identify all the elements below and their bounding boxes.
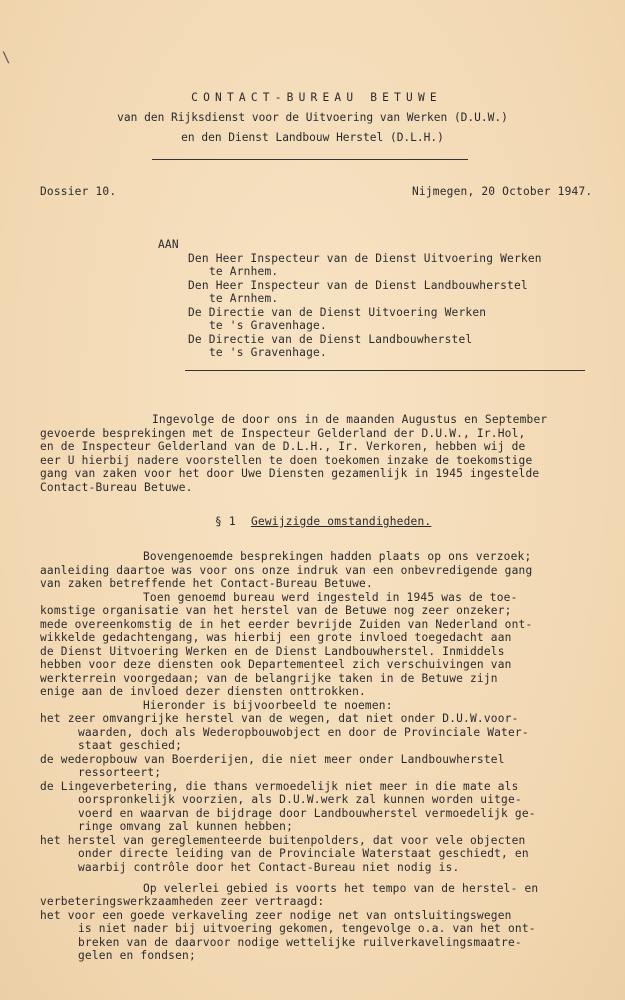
body-line: het zeer omvangrijke herstel van de wegen, dat niet onder D.U.W.voor- [40,712,519,725]
body-line: waarbij contrôle door het Contact-Bureau niet nodig is. [78,861,460,874]
address-line: De Directie van de Dienst Landbouwherstel [188,333,473,346]
letterhead-line-3: en den Dienst Landbouw Herstel (D.L.H.) [181,131,444,144]
intro-line: Contact-Bureau Betuwe. [40,481,193,494]
address-line: te 's Gravenhage. [209,319,327,332]
body-line: Hieronder is bijvoorbeeld te noemen: [143,699,393,712]
address-line: Den Heer Inspecteur van de Dienst Uitvoering Werken [188,252,542,265]
header-rule [152,159,468,160]
body-line: onder directe leiding van de Provinciale Waterstaat geschiedt, en [78,847,529,860]
dossier-number: Dossier 10. [40,185,117,198]
body-line: is niet nader bij uitvoering gekomen, tengevolge o.a. van het ont- [78,922,536,935]
body-line: verbeteringswerkzaamheden zeer vertraagd: [40,895,325,908]
intro-line: gang van zaken voor het door Uwe Diensten gezamenlijk in 1945 ingestelde [40,467,540,480]
section-title: Gewijzigde omstandigheden. [251,515,432,528]
body-line: waarden, doch als Wederopbouwobject en door de Provinciale Water- [78,726,529,739]
address-aan: AAN [158,238,179,251]
intro-line: Ingevolge de door ons in de maanden Augustus en September [152,413,548,426]
body-line: Bovengenoemde besprekingen hadden plaats op ons verzoek; [143,550,532,563]
body-line: voerd en waarvan de bijdrage door Landbouwherstel vermoedelijk ge- [78,807,536,820]
address-rule [185,370,585,371]
body-line: het voor een goede verkaveling zeer nodige net van ontsluitingswegen [40,909,512,922]
intro-line: eer U hierbij nadere voorstellen te doen toekomen inzake de toekomstige [40,454,533,467]
body-line: hebben voor deze diensten ook Departementeel zich verschuivingen van [40,658,512,671]
body-line: enige aan de invloed dezer diensten onttrokken. [40,685,366,698]
body-line: oorspronkelijk voorzien, als D.U.W.werk zal kunnen worden uitge- [78,793,522,806]
body-line: van zaken betreffende het Contact-Bureau Betuwe. [40,577,373,590]
body-line: de wederopbouw van Boerderijen, die niet meer onder Landbouwherstel [40,753,505,766]
section-number: § 1 [215,515,236,528]
body-line: Toen genoemd bureau werd ingesteld in 1945 was de toe- [143,591,518,604]
body-line: mede overeenkomstig de in het eerder bevrijde Zuiden van Nederland ont- [40,618,533,631]
body-line: het herstel van gereglementeerde buitenpolders, dat voor vele objecten [40,834,526,847]
body-line: de Dienst Uitvoering Werken en de Dienst Landbouwherstel. Inmiddels [40,645,505,658]
body-line: ringe omvang zal kunnen hebben; [78,820,293,833]
address-line: te 's Gravenhage. [209,346,327,359]
body-line: komstige organisatie van het herstel van de Betuwe nog zeer onzeker; [40,604,512,617]
margin-mark: \ [2,50,11,66]
body-line: werkterrein voorgedaan; van de belangrijke taken in de Betuwe zijn [40,672,498,685]
body-line: breken van de daarvoor nodige wettelijke ruilverkavelingsmaatre- [78,936,522,949]
body-line: ressorteert; [78,766,162,779]
body-line: wikkelde gedachtengang, was hierbij een grote invloed toegedacht aan [40,631,512,644]
address-line: te Arnhem. [209,292,279,305]
body-line: aanleiding daartoe was voor ons onze indruk van een onbevredigende gang [40,564,533,577]
body-line: gelen en fondsen; [78,949,196,962]
letterhead-line-2: van den Rijksdienst voor de Uitvoering van Werken (D.U.W.) [117,111,508,124]
letterhead-title: CONTACT-BUREAU BETUWE [191,91,442,104]
intro-line: gevoerde besprekingen met de Inspecteur Gelderland der D.U.W., Ir.Hol, [40,427,526,440]
address-line: Den Heer Inspecteur van de Dienst Landbouwherstel [188,279,528,292]
body-line: de Lingeverbetering, die thans vermoedelijk niet meer in die mate als [40,780,519,793]
body-line: staat geschied; [78,739,183,752]
address-line: te Arnhem. [209,265,279,278]
intro-line: en de Inspecteur Gelderland van de D.L.H., Ir. Verkoren, hebben wij de [40,440,526,453]
address-line: De Directie van de Dienst Uitvoering Werken [188,306,487,319]
place-date: Nijmegen, 20 October 1947. [412,185,593,198]
body-line: Op velerlei gebied is voorts het tempo van de herstel- en [143,882,539,895]
